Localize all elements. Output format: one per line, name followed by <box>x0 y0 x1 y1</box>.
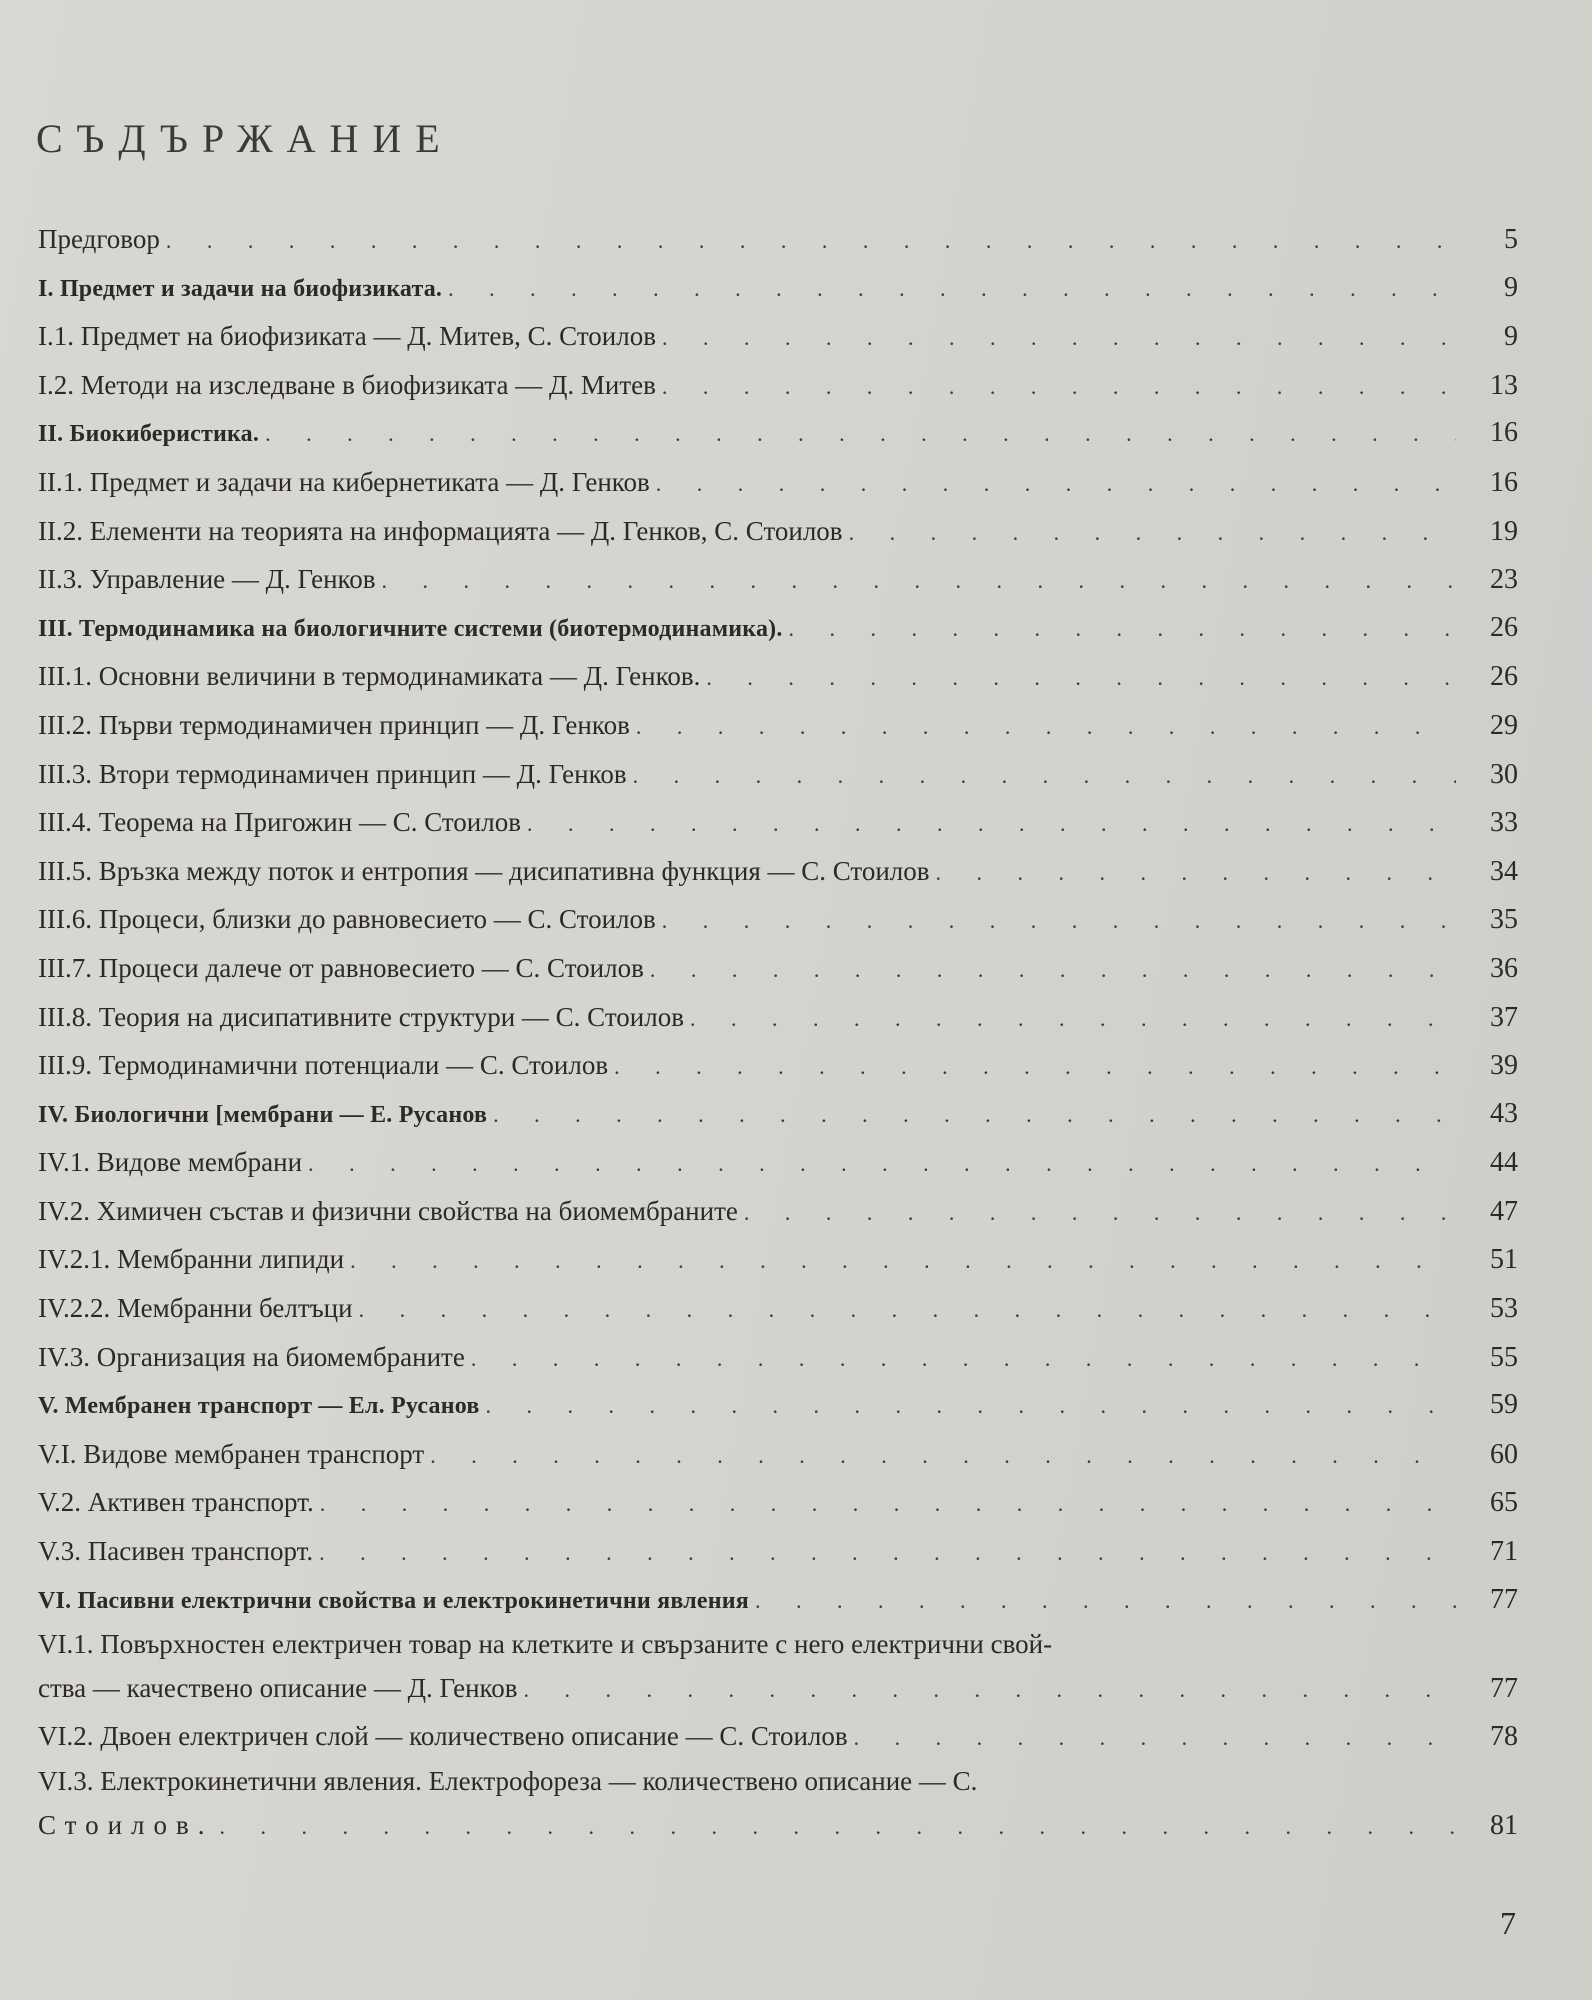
toc-entry <box>38 1478 1518 1527</box>
toc-entry-text: Предговор <box>38 224 160 254</box>
dot-leader <box>493 1091 1456 1140</box>
toc-entry-text: III.6. Процеси, близки до равновесието — С. Стоилов <box>38 904 656 935</box>
toc-page-number: 33 <box>1490 807 1518 839</box>
toc-page-number: 35 <box>1490 904 1518 936</box>
toc-page-number: 36 <box>1490 952 1518 984</box>
toc-entry-text: V.I. Видове мембранен транспорт <box>38 1438 425 1469</box>
dot-leader <box>486 1382 1456 1431</box>
toc-entry-text: III.5. Връзка между поток и ентропия — дисипативна функция — С. Стоилов <box>38 855 930 886</box>
toc-chapter-entry <box>38 1576 1518 1625</box>
toc-page-number: 34 <box>1490 855 1518 887</box>
toc-entry-text: II.1. Предмет и задачи на кибернетиката — Д. Генков <box>38 466 650 497</box>
toc-entry-text: III.2. Първи термодинамичен принцип — Д. Генков <box>38 709 630 740</box>
toc-page-number: 26 <box>1490 611 1518 643</box>
dot-leader <box>350 1237 1456 1286</box>
toc-page-number: 43 <box>1490 1097 1518 1129</box>
toc-entries <box>38 215 1518 1624</box>
toc-chapter-entry <box>38 1090 1518 1139</box>
toc-entry <box>38 798 1518 847</box>
toc-entry <box>38 1430 1518 1479</box>
toc-entry <box>38 1235 1518 1284</box>
dot-leader <box>320 1480 1456 1529</box>
toc-entry <box>38 944 1518 993</box>
toc-page-number: 59 <box>1490 1389 1518 1421</box>
toc-page-number: 37 <box>1490 1001 1518 1033</box>
dot-leader <box>319 1529 1456 1578</box>
toc-entry <box>38 1527 1518 1576</box>
toc-entry <box>38 507 1518 556</box>
toc-entry-text: IV.2. Химичен състав и физични свойства на биомембраните <box>38 1195 738 1226</box>
toc-page-number: 44 <box>1490 1147 1518 1179</box>
dot-leader <box>633 752 1456 801</box>
dot-leader <box>662 314 1456 363</box>
toc-entry-text: III.1. Основни величини в термодинамиката — Д. Генков. <box>38 661 701 692</box>
toc-entry-text: III. Термодинамика на биологичните системи (биотермодинамика). <box>38 615 783 642</box>
toc-entry-text: III.8. Теория на дисипативните структури — С. Стоилов <box>38 1001 684 1032</box>
toc-entry-text: IV.2.2. Мембранни белтъци <box>38 1293 353 1324</box>
toc-page-number: 39 <box>1490 1050 1518 1082</box>
toc-entry-text: I. Предмет и задачи на биофизиката. <box>38 275 443 302</box>
toc-entry-text: II. Биокиберистика. <box>38 421 260 448</box>
toc-entry-text-continued: Стоилов. <box>38 1809 214 1840</box>
toc-entry-text: VI. Пасивни електрични свойства и електрокинетични явления <box>38 1587 749 1614</box>
toc-page-number: 9 <box>1504 271 1518 303</box>
toc-entry-text: IV.2.1. Мембранни липиди <box>38 1244 345 1275</box>
toc-entry <box>38 1284 1518 1333</box>
toc-chapter-entry <box>38 409 1518 458</box>
toc-entry-text: V.2. Активен транспорт. <box>38 1487 314 1518</box>
dot-leader <box>854 1714 1456 1763</box>
dot-leader <box>936 849 1456 898</box>
dot-leader <box>744 1189 1456 1238</box>
dot-leader <box>265 410 1456 459</box>
dot-leader <box>636 703 1456 752</box>
toc-entry-text-continued: ства — качествено описание — Д. Генков <box>38 1673 518 1704</box>
toc-chapter-entry <box>38 264 1518 313</box>
dot-leader <box>524 1666 1456 1714</box>
dot-leader <box>359 1286 1456 1335</box>
toc-entry-text: VI.2. Двоен електричен слой — количествено описание — С. Стоилов <box>38 1721 848 1752</box>
dot-leader <box>308 1140 1456 1189</box>
dot-leader <box>220 1803 1456 1851</box>
toc-entry <box>38 1138 1518 1187</box>
toc-entry-text: IV.3. Организация на биомембраните <box>38 1341 465 1372</box>
toc-entry <box>38 555 1518 604</box>
toc-entry-text: I.1. Предмет на биофизиката — Д. Митев, С. Стоилов <box>38 321 656 352</box>
toc-entry-text: II.2. Елементи на теорията на информацията — Д. Генков, С. Стоилов <box>38 515 843 546</box>
toc-entry <box>38 312 1518 361</box>
dot-leader <box>662 363 1456 412</box>
toc-page-number: 23 <box>1490 564 1518 596</box>
toc-entry <box>38 215 1518 264</box>
toc-chapter-entry <box>38 1381 1518 1430</box>
dot-leader <box>706 654 1456 703</box>
toc-entry-text: II.3. Управление — Д. Генков <box>38 564 376 595</box>
dot-leader <box>166 217 1456 266</box>
toc-entry-vi-2 <box>38 1712 1518 1761</box>
toc-page-number: 81 <box>1490 1809 1518 1841</box>
toc-entry-text: III.9. Термодинамични потенциали — С. Стоилов <box>38 1050 609 1081</box>
toc-entry <box>38 993 1518 1042</box>
toc-page-number: 13 <box>1490 369 1518 401</box>
toc-page-number: 30 <box>1490 758 1518 790</box>
dot-leader <box>471 1335 1456 1384</box>
dot-leader <box>789 605 1456 654</box>
table-of-contents <box>38 215 1518 1849</box>
toc-page-number: 9 <box>1504 321 1518 353</box>
toc-entry <box>38 895 1518 944</box>
toc-page-number: 16 <box>1490 466 1518 498</box>
dot-leader <box>849 509 1456 558</box>
toc-entry-text: VI.3. Електрокинетични явления. Електрофореза — количествено описание — С. <box>38 1765 978 1796</box>
toc-entry-text: IV. Биологични [мембрани — Е. Русанов <box>38 1101 488 1128</box>
toc-page-number: 19 <box>1490 515 1518 547</box>
toc-entry <box>38 652 1518 701</box>
toc-page-number: 5 <box>1504 224 1518 255</box>
toc-page-number: 47 <box>1490 1195 1518 1227</box>
dot-leader <box>614 1043 1456 1092</box>
toc-entry <box>38 458 1518 507</box>
dot-leader <box>527 800 1456 849</box>
toc-page-number: 26 <box>1490 661 1518 693</box>
toc-entry-text: IV.1. Видове мембрани <box>38 1147 303 1178</box>
toc-entry-vi-1 <box>38 1624 1518 1712</box>
toc-entry <box>38 701 1518 750</box>
toc-page-number: 16 <box>1490 417 1518 449</box>
dot-leader <box>662 897 1456 946</box>
toc-entry-text: III.3. Втори термодинамичен принцип — Д. Генков <box>38 758 627 789</box>
dot-leader <box>448 265 1456 314</box>
toc-page-number: 71 <box>1490 1536 1518 1568</box>
toc-page-number: 55 <box>1490 1341 1518 1373</box>
dot-leader <box>650 946 1456 995</box>
toc-entry-text: V. Мембранен транспорт — Ел. Русанов <box>38 1393 480 1420</box>
toc-entry <box>38 361 1518 410</box>
toc-entry <box>38 1041 1518 1090</box>
toc-page-number: 51 <box>1490 1244 1518 1276</box>
dot-leader <box>382 557 1456 606</box>
toc-entry <box>38 1187 1518 1236</box>
toc-page-number: 53 <box>1490 1293 1518 1325</box>
toc-entry-vi-3 <box>38 1761 1518 1849</box>
toc-entry-text: V.3. Пасивен транспорт. <box>38 1536 314 1567</box>
toc-entry-text: VI.1. Повърхностен електричен товар на клетките и свързаните с него електрични свой- <box>38 1629 1053 1660</box>
toc-entry <box>38 750 1518 799</box>
toc-entry <box>38 1333 1518 1382</box>
toc-chapter-entry <box>38 604 1518 653</box>
toc-page-number: 29 <box>1490 709 1518 741</box>
toc-page-number: 77 <box>1490 1673 1518 1705</box>
toc-entry-text: III.4. Теорема на Пригожин — С. Стоилов <box>38 807 521 838</box>
dot-leader <box>430 1432 1456 1481</box>
toc-entry-text: III.7. Процеси далече от равновесието — С. Стоилов <box>38 952 644 983</box>
page-number: 7 <box>1500 1905 1516 1941</box>
dot-leader <box>690 995 1456 1044</box>
page-title: СЪДЪРЖАНИЕ <box>36 115 454 161</box>
toc-entry-text: I.2. Методи на изследване в биофизиката — Д. Митев <box>38 369 656 400</box>
dot-leader <box>656 460 1456 509</box>
toc-page-number: 78 <box>1490 1721 1518 1753</box>
toc-page-number: 77 <box>1490 1583 1518 1615</box>
toc-page-number: 65 <box>1490 1487 1518 1519</box>
toc-entry <box>38 847 1518 896</box>
dot-leader <box>755 1577 1456 1626</box>
toc-page-number: 60 <box>1490 1438 1518 1470</box>
